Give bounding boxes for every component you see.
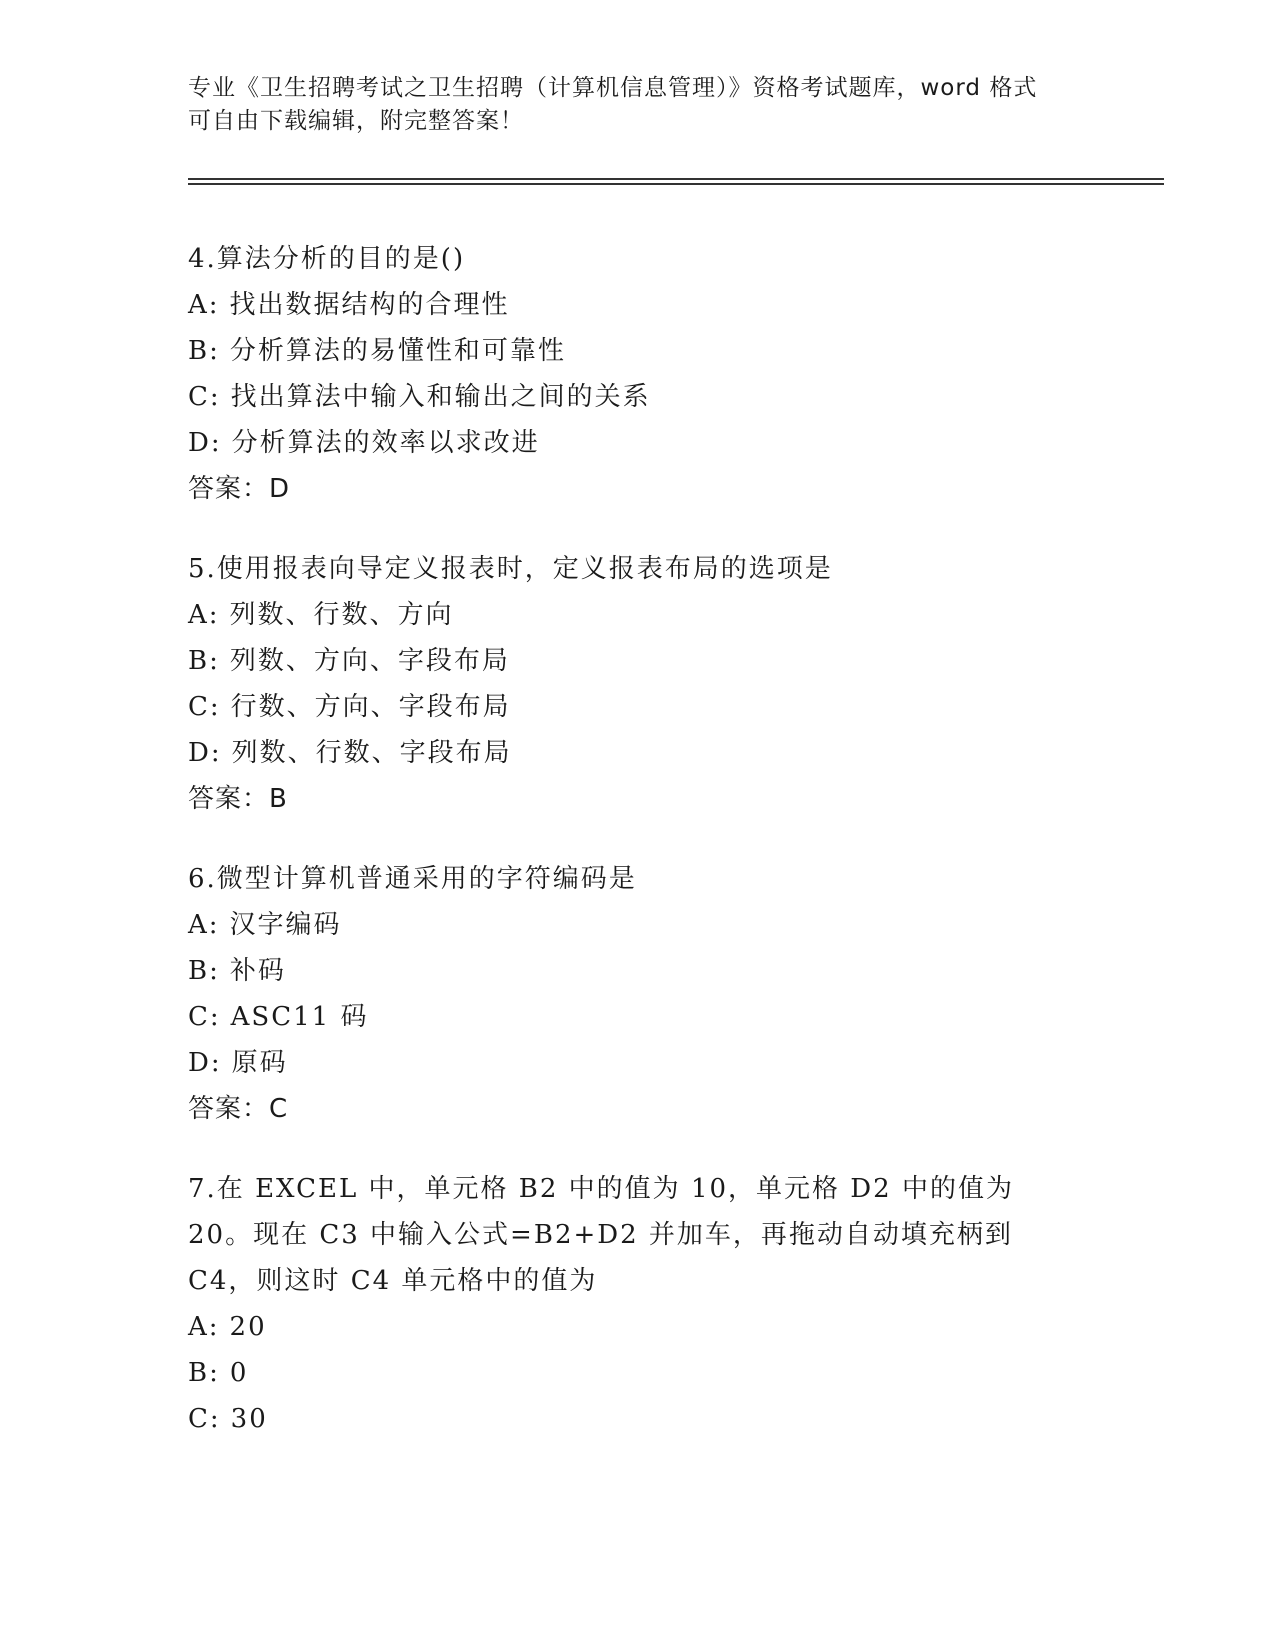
question-text: 6.微型计算机普通采用的字符编码是 [188,864,637,894]
answer-label: 答案：C [188,1094,289,1124]
answer-label: 答案：D [188,474,291,504]
option-b: B: 补码 [188,956,286,986]
question-6 [188,856,1088,1132]
answer-label: 答案：B [188,784,288,814]
option-a: A: 列数、行数、方向 [188,600,454,630]
option-b: B: 0 [188,1358,249,1388]
option-c: C: 行数、方向、字段布局 [188,692,511,722]
option-a: A: 找出数据结构的合理性 [188,290,510,320]
header-divider-bottom [188,183,1164,185]
document-header [188,72,1088,138]
option-d: D: 分析算法的效率以求改进 [188,428,540,458]
option-d: D: 原码 [188,1048,288,1078]
question-list [188,236,1088,1476]
question-4 [188,236,1088,512]
question-7 [188,1166,1088,1442]
header-line-2: 可自由下载编辑，附完整答案！ [188,108,524,134]
question-5 [188,546,1088,822]
question-text: 4.算法分析的目的是() [188,244,466,274]
option-b: B: 分析算法的易懂性和可靠性 [188,336,566,366]
option-a: A: 汉字编码 [188,910,342,940]
option-d: D: 列数、行数、字段布局 [188,738,512,768]
question-text: 5.使用报表向导定义报表时，定义报表布局的选项是 [188,554,833,584]
option-c: C: ASC11 码 [188,1002,369,1032]
option-b: B: 列数、方向、字段布局 [188,646,510,676]
question-text: 7.在 EXCEL 中，单元格 B2 中的值为 10，单元格 D2 中的值为 20。现在 C3 中输入公式=B2+D2 并加车，再拖动自动填充柄到 C4，则这时 C4 单元格中的值为 [188,1174,1014,1296]
header-divider-top [188,178,1164,180]
option-c: C: 找出算法中输入和输出之间的关系 [188,382,651,412]
option-c: C: 30 [188,1404,268,1434]
header-line-1: 专业《卫生招聘考试之卫生招聘（计算机信息管理）》资格考试题库，word 格式 [188,75,1038,101]
option-a: A: 20 [188,1312,267,1342]
